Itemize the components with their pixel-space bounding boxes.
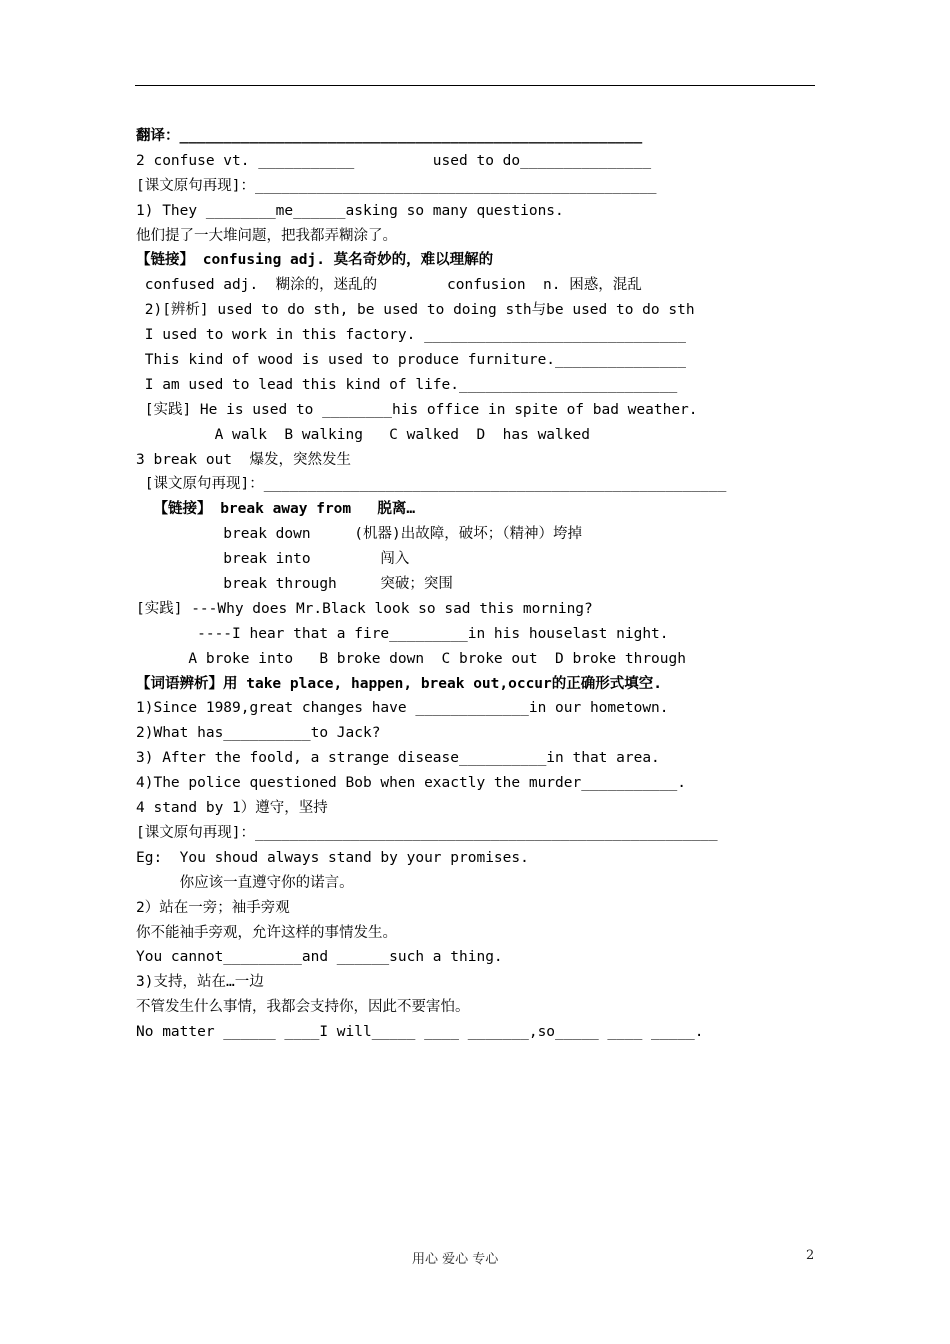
text-line: This kind of wood is used to produce furniture._______________ — [136, 352, 686, 369]
text-line: 1)Since 1989,great changes have _____________in our hometown. — [136, 700, 669, 717]
text-line: 你应该一直遵守你的诺言。 — [136, 874, 354, 891]
text-line: 3) After the foold, a strange disease__________in that area. — [136, 750, 660, 767]
page-number: 2 — [806, 1248, 815, 1263]
text-line: break into 闯入 — [136, 551, 410, 568]
text-line: 4)The police questioned Bob when exactly the murder___________. — [136, 775, 686, 792]
text-line: 【词语辨析】用 take place, happen, break out,occur的正确形式填空. — [136, 675, 662, 692]
text-line: 【链接】 confusing adj. 莫名奇妙的，难以理解的 — [136, 252, 494, 269]
footer-text: 用心 爱心 专心 — [412, 1252, 499, 1267]
header-rule — [135, 85, 815, 86]
text-line: [课文原句再现]：_____________________________________________________ — [136, 824, 718, 841]
text-line: 【链接】 break away from 脱离… — [136, 501, 416, 518]
text-line: I used to work in this factory. ______________________________ — [136, 327, 686, 344]
text-line: 3 break out 爆发，突然发生 — [136, 451, 351, 468]
text-line: I am used to lead this kind of life._________________________ — [136, 376, 678, 393]
text-line: 你不能袖手旁观，允许这样的事情发生。 — [136, 924, 397, 941]
text-line: You cannot_________and ______such a thing. — [136, 949, 503, 966]
text-line: 3)支持，站在…一边 — [136, 974, 264, 991]
text-line: confused adj. 糊涂的，迷乱的 confusion n. 困惑，混乱 — [136, 277, 642, 294]
text-line: [实践] He is used to ________his office in spite of bad weather. — [136, 401, 698, 418]
text-line: break down (机器)出故障，破坏；（精神）垮掉 — [136, 526, 582, 543]
text-line: ----I hear that a fire_________in his houselast night. — [136, 625, 669, 642]
page-footer — [0, 1248, 950, 1268]
text-line: 他们提了一大堆问题，把我都弄糊涂了。 — [136, 227, 397, 244]
text-line: [课文原句再现]：_____________________________________________________ — [136, 476, 727, 493]
text-line: 翻译：_____________________________________________________ — [136, 128, 643, 144]
text-line: 不管发生什么事情，我都会支持你，因此不要害怕。 — [136, 999, 470, 1016]
text-line: 1) They ________me______asking so many questions. — [136, 202, 564, 219]
text-line: 2）站在一旁；袖手旁观 — [136, 899, 290, 916]
text-line: 2 confuse vt. ___________ used to do_______________ — [136, 152, 652, 169]
text-line: A broke into B broke down C broke out D broke through — [136, 650, 686, 667]
text-line: A walk B walking C walked D has walked — [136, 426, 590, 443]
text-line: [实践] ---Why does Mr.Black look so sad this morning? — [136, 600, 593, 617]
text-line: 2)What has__________to Jack? — [136, 725, 381, 742]
text-line: 2)[辨析] used to do sth, be used to doing sth与be used to do sth — [136, 302, 695, 319]
worksheet-content — [136, 124, 816, 1045]
text-line: [课文原句再现]：______________________________________________ — [136, 177, 657, 194]
text-line: Eg: You shoud always stand by your promises. — [136, 849, 529, 866]
text-line: No matter ______ ____I will_____ ____ _______,so_____ ____ _____. — [136, 1024, 704, 1041]
text-line: 4 stand by 1）遵守，坚持 — [136, 800, 328, 817]
text-line: break through 突破；突围 — [136, 576, 453, 593]
